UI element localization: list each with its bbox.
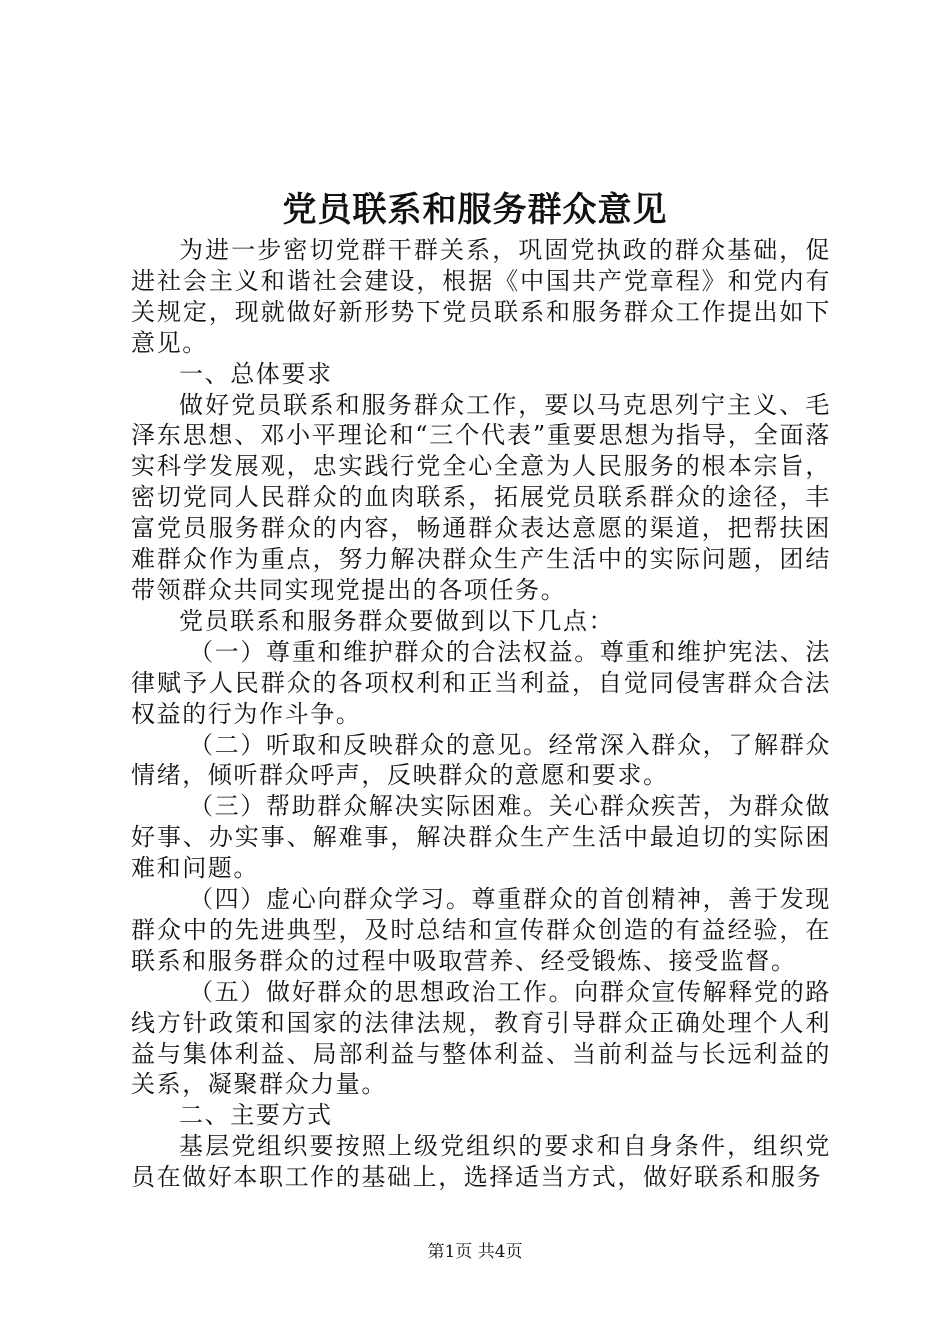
- page-number-footer: 第1页 共4页: [427, 1242, 523, 1262]
- document-title: 党员联系和服务群众意见: [282, 190, 668, 230]
- point-1-paragraph: （一）尊重和维护群众的合法权益。尊重和维护宪法、法律赋予人民群众的各项权利和正当利益，自觉同侵害群众合法权益的行为作斗争。: [131, 637, 831, 728]
- general-requirements-paragraph: 做好党员联系和服务群众工作，要以马克思列宁主义、毛泽东思想、邓小平理论和“三个代表”重要思想为指导，全面落实科学发展观，忠实践行党全心全意为人民服务的根本宗旨，密切党同人民群众的血肉联系，拓展党员联系群众的途径，丰富党员服务群众的内容，畅通群众表达意愿的渠道，把帮扶困难群众作为重点，努力解决群众生产生活中的实际问题，团结带领群众共同实现党提出的各项任务。: [131, 390, 831, 604]
- point-5-paragraph: （五）做好群众的思想政治工作。向群众宣传解释党的路线方针政策和国家的法律法规，教育引导群众正确处理个人利益与集体利益、局部利益与整体利益、当前利益与长远利益的关系，凝聚群众力量。: [131, 977, 831, 1099]
- point-3-paragraph: （三）帮助群众解决实际困难。关心群众疾苦，为群众做好事、办实事、解难事，解决群众生产生活中最迫切的实际困难和问题。: [131, 792, 831, 883]
- point-4-paragraph: （四）虚心向群众学习。尊重群众的首创精神，善于发现群众中的先进典型，及时总结和宣传群众创造的有益经验，在联系和服务群众的过程中吸取营养、经受锻炼、接受监督。: [131, 885, 831, 975]
- point-2-paragraph: （二）听取和反映群众的意见。经常深入群众，了解群众情绪，倾听群众呼声，反映群众的意愿和要求。: [131, 730, 831, 790]
- key-points-lead-paragraph: 党员联系和服务群众要做到以下几点：: [179, 606, 615, 635]
- main-methods-paragraph: 基层党组织要按照上级党组织的要求和自身条件，组织党员在做好本职工作的基础上，选择适当方式，做好联系和服务: [131, 1132, 831, 1192]
- intro-paragraph: 为进一步密切党群干群关系，巩固党执政的群众基础，促进社会主义和谐社会建设，根据《中国共产党章程》和党内有关规定，现就做好新形势下党员联系和服务群众工作提出如下意见。: [131, 236, 831, 357]
- section-heading-main-methods: 二、主要方式: [179, 1101, 333, 1130]
- section-heading-general-requirements: 一、总体要求: [179, 359, 333, 388]
- document-body: [131, 235, 831, 1193]
